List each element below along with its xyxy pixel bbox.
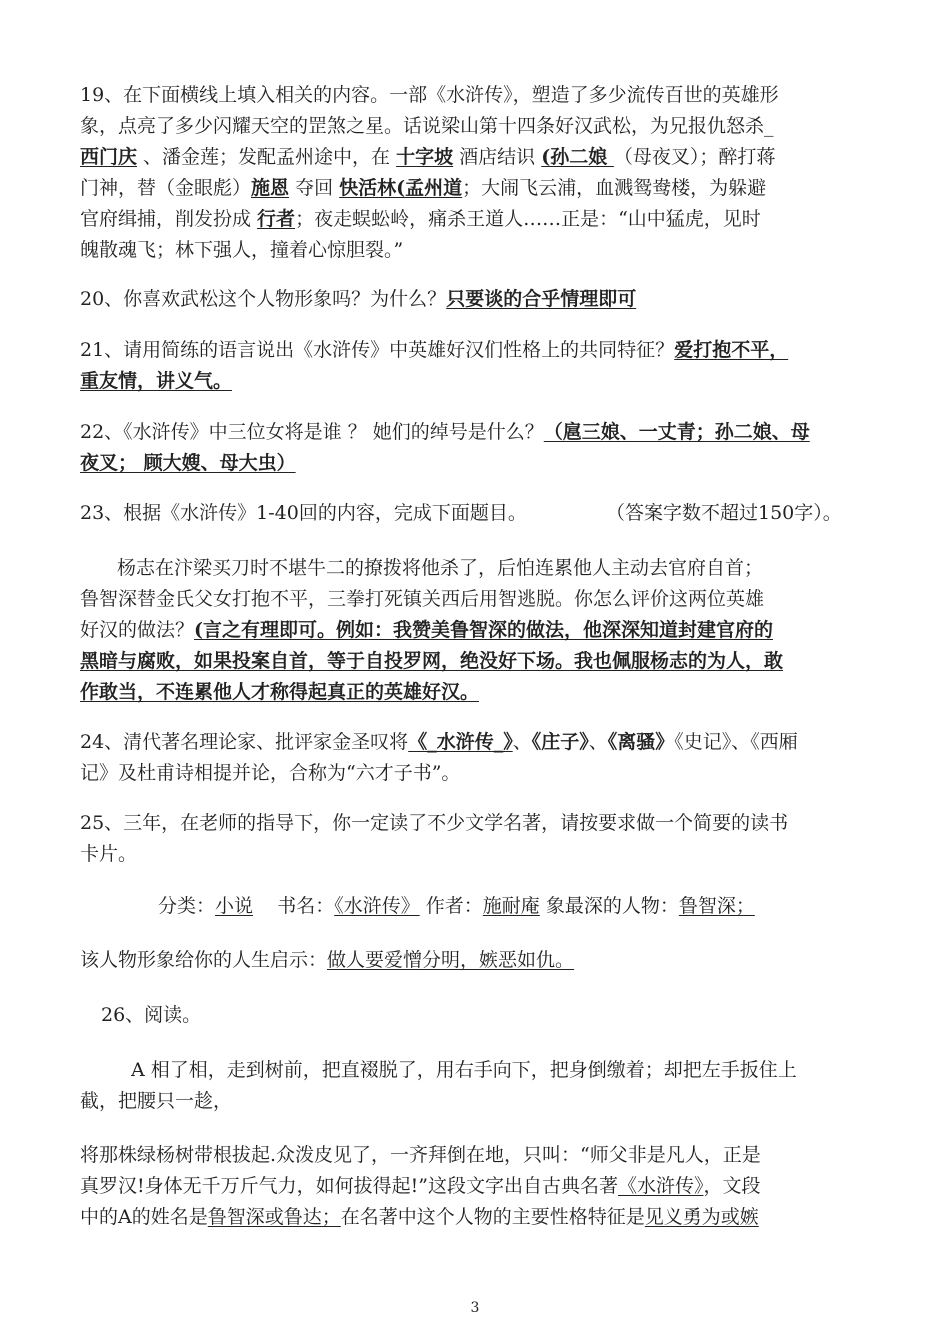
q24-line-1 [80,727,870,757]
q21-answer: 重友情，讲义气。 [80,370,233,392]
q20-question: 20、你喜欢武松这个人物形象吗？为什么？ [80,288,447,310]
q26-text: 截，把腰只一趁， [80,1090,233,1112]
q19-line-2 [80,111,870,141]
q23-answer: 作敢当，不连累他人才称得起真正的英雄好汉。 [80,681,480,703]
q23-text: 鲁智深替金氏父女打抱不平，三拳打死镇关西后用智逃脱。你怎么评价这两位英雄 [80,588,765,610]
q19-text: 门神，替（金眼彪） [80,177,252,199]
answer-shuihuzhuan: 《_水浒传_》 [408,731,513,753]
q24-line-2 [80,758,870,788]
card-author-value: 施耐庵 [482,895,540,917]
q25-question: 卡片。 [80,843,138,865]
q19-line-4 [80,173,870,203]
q26-line-4 [80,1171,870,1201]
answer-shien: 施恩 [251,177,290,199]
q26-line-2 [80,1086,870,1116]
card-character-label: 象最深的人物： [539,895,679,917]
card-insight-label: 该人物形象给你的人生启示： [80,949,328,971]
q26-text: 真罗汉!身体无千万斤气力，如何拔得起!”这段文字出自古典名著 [80,1175,618,1197]
card-category-value: 小说 [215,895,254,917]
q26-line-3 [80,1140,870,1170]
q19-text: 、潘金莲；发配孟州途中，在 [137,146,397,168]
card-title-label: 书名： [253,895,335,917]
card-title-value: 《水浒传》 [334,895,420,917]
answer-ximenqing: 西门庆 [80,146,138,168]
q19-text: 象，点亮了多少闪耀天空的罡煞之星。话说梁山第十四条好汉武松，为兄报仇怒杀_ [80,115,774,137]
answer-kuaihuolin: 快活林(孟州道 [339,177,463,199]
q22-line-2 [80,448,870,478]
reading-card-insight [80,945,870,975]
q21-question: 21、请用简练的语言说出《水浒传》中英雄好汉们性格上的共同特征？ [80,339,675,361]
q23-line-3 [80,584,870,614]
q23-line-1 [80,498,870,528]
card-author-label: 作者： [419,895,483,917]
q23-line-2 [117,553,870,583]
q22-answer: （扈三娘、一丈青；孙二娘、母 [543,421,810,443]
q19-text: ；夜走蜈蚣岭，痛杀王道人……正是：“山中猛虎，见时 [295,208,761,230]
q19-line-6 [80,235,870,265]
reading-card-row [158,891,870,921]
q24-text: 《史记》、《西厢 [674,731,798,753]
q23-word-limit: （答案字数不超过150字）。 [606,502,842,524]
q24-text: 、 [588,731,608,753]
q19-line-1 [80,80,870,110]
q23-answer: (言之有理即可。例如：我赞美鲁智深的做法，他深深知道封建官府的 [194,619,774,641]
q26-answer-trait: 见义勇为或嫉 [644,1206,759,1228]
q26-text: A 相了相，走到树前，把直裰脱了，用右手向下，把身倒缴着；却把左手扳住上 [131,1059,797,1081]
book-zhuangzi: 《庄子》 [531,731,589,753]
q22-question: 22、《水浒传》中三位女将是谁 ？ 她们的绰号是什么？ [80,421,544,443]
q19-line-5 [80,204,870,234]
q22-line-1 [80,417,870,447]
q19-text: 夺回 [289,177,340,199]
q23-line-4 [80,615,870,645]
q23-line-5 [80,646,870,676]
q24-text: 24、清代著名理论家、批评家金圣叹将 [80,731,409,753]
q19-text: 魄散魂飞；林下强人，撞着心惊胆裂。” [80,239,404,261]
card-category-label: 分类： [158,895,216,917]
q19-line-3 [80,142,870,172]
answer-xingzhe: 行者 [257,208,296,230]
q21-answer: 爱打抱不平， [674,339,789,361]
q23-question: 23、根据《水浒传》1-40回的内容，完成下面题目。 [80,502,527,524]
q19-text: ；大闹飞云浦，血溅鸳鸯楼，为躲避 [462,177,767,199]
q20-line [80,284,870,314]
q26-line-1 [131,1055,870,1085]
q21-line-1 [80,335,870,365]
q26-text: 将那株绿杨树带根拔起.众泼皮见了，一齐拜倒在地，只叫：“师父非是凡人，正是 [80,1144,761,1166]
q20-answer: 只要谈的合乎情理即可 [446,288,637,310]
q21-line-2 [80,366,870,396]
page-number: 3 [470,1300,480,1316]
q24-text: 记》及杜甫诗相提并论，合称为“六才子书”。 [80,762,461,784]
q26-answer-name: 鲁智深或鲁达； [207,1206,341,1228]
q25-line-1 [80,808,870,838]
q19-text: （母夜叉）；醉打蒋 [613,146,776,168]
q24-text: 、 [512,731,532,753]
q25-question: 25、三年，在老师的指导下，你一定读了不少文学名著，请按要求做一个简要的读书 [80,812,789,834]
book-lisao: 《离骚》 [607,731,675,753]
card-character-value: 鲁智深； [678,895,755,917]
q22-answer: 夜叉； 顾大嫂、母大虫） [80,452,296,474]
answer-shiziipo: 十字坡 [396,146,454,168]
answer-sunerniang: (孙二娘 [541,146,614,168]
q23-line-6 [80,677,870,707]
q19-text: 19、在下面横线上填入相关的内容。一部《水浒传》，塑造了多少流传百世的英雄形 [80,84,779,106]
q25-line-2 [80,839,870,869]
q26-answer-book: 《水浒传》 [618,1175,704,1197]
q26-heading: 26、阅读。 [101,1004,202,1026]
q23-answer: 黑暗与腐败，如果投案自首，等于自投罗网，绝没好下场。我也佩服杨志的为人，敢 [80,650,784,672]
q26-title [101,1000,870,1030]
q19-text: 酒店结识 [453,146,542,168]
q23-text: 好汉的做法？ [80,619,195,641]
q26-text: 在名著中这个人物的主要性格特征是 [340,1206,645,1228]
q23-text: 杨志在汴梁买刀时不堪牛二的撩拨将他杀了，后怕连累他人主动去官府自首； [117,557,764,579]
q26-text: 中的A的姓名是 [80,1206,208,1228]
card-insight-value: 做人要爱憎分明，嫉恶如仇。 [327,949,575,971]
q19-text: 官府缉捕，削发扮成 [80,208,258,230]
q26-text: ，文段 [703,1175,761,1197]
q26-line-5 [80,1202,870,1232]
